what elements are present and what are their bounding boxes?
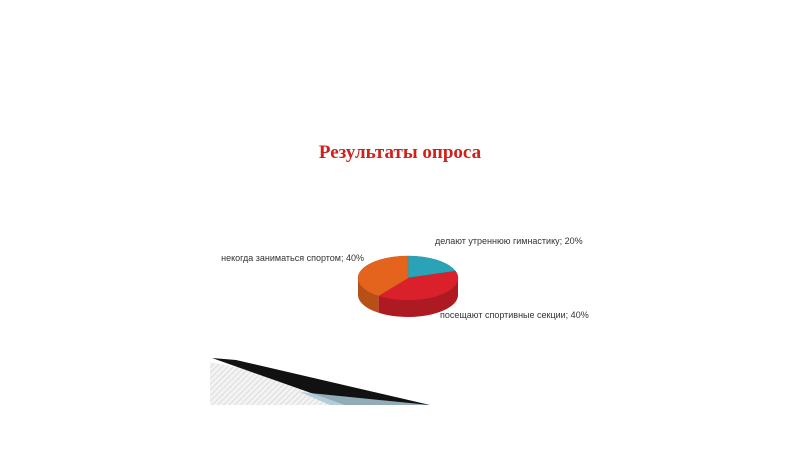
pie-data-label-1: делают утреннюю гимнастику; 20% [435, 236, 583, 246]
pie-data-label-2: посещают спортивные секции; 40% [440, 310, 589, 320]
slide-title: Результаты опроса [318, 142, 482, 163]
pie-data-label-3: некогда заниматься спортом; 40% [221, 253, 364, 263]
